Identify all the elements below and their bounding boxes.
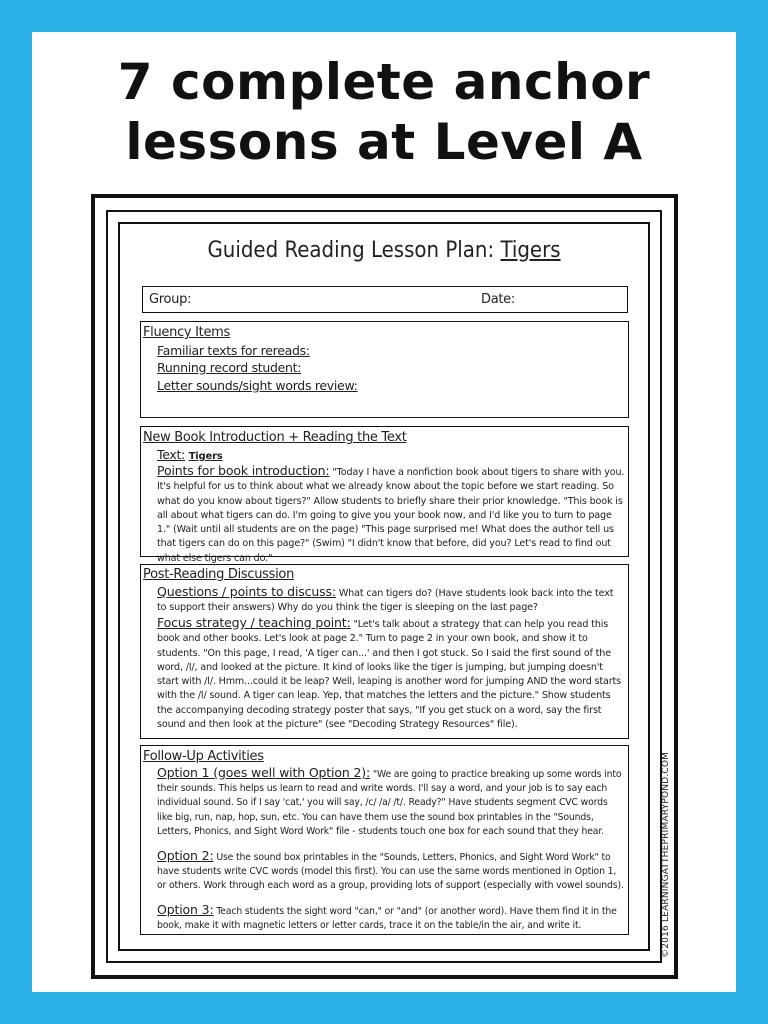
- option-2-label: Option 2:: [157, 848, 214, 863]
- headline-line-1: 7 complete anchor: [117, 53, 651, 111]
- option-3-paragraph: [157, 903, 625, 933]
- title-book: Tigers: [500, 238, 561, 263]
- points-body: "Today I have a nonfiction book about tigers to share with you. It's helpful for us to think about what we already know about the topic before we start reading. So what do you know about tigers?" Allow students to briefly share their prior knowledge. "This book is all about what tigers can do. I'm going to give you your book now, and I'd like you to turn to page 1." (Wait until all students are on the page) "This page surprised me! What does the author tell us that tigers can do on this page?" (Swim) "I didn't know that before, did you? Let's read to find out what else tigers can do.": [157, 467, 625, 564]
- option-1-body: "We are going to practice breaking up some words into their sounds. This helps us learn to read and write words. I'll say a word, and your job is to say each individual sound. So if I say 'cat,' you will say, /c/ /a/ /t/. Ready?" Have students segment CVC words like big, run, nap, hop, sun, etc. You can have them use the sound box printables in the "Sounds, Letters, Phonics, and Sight Word Work" file - students touch one box for each sound that they hear.: [157, 769, 622, 837]
- follow-up-heading: Follow-Up Activities: [143, 749, 264, 764]
- title-prefix: Guided Reading Lesson Plan:: [207, 238, 501, 263]
- option-2-paragraph: [157, 849, 625, 894]
- date-label: Date:: [481, 292, 515, 307]
- text-value: Tigers: [188, 451, 223, 462]
- option-1-paragraph: [157, 766, 625, 839]
- post-reading-heading: Post-Reading Discussion: [143, 567, 295, 582]
- text-row: [157, 447, 223, 462]
- questions-body: What can tigers do? (Have students look back into the text to support their answers) Why do you think the tiger is sleeping on the last page?: [157, 588, 614, 614]
- fluency-item: Familiar texts for rereads:: [157, 343, 310, 358]
- text-label: Text:: [157, 447, 185, 462]
- new-book-heading: New Book Introduction + Reading the Text: [143, 430, 407, 445]
- questions-label: Questions / points to discuss:: [157, 584, 336, 599]
- focus-label: Focus strategy / teaching point:: [157, 615, 351, 630]
- headline-line-2: lessons at Level A: [125, 113, 643, 171]
- option-3-body: Teach students the sight word "can," or "and" (or another word). Have them find it in the book, make it with magnetic letters or letter cards, trace it on the table/in the air, and write it.: [157, 906, 617, 932]
- focus-body: "Let's talk about a strategy that can help you read this book and other books. Let's look at page 2." Turn to page 2 in your own book, and show it to students. "On this page, I read, 'A tiger can...' and then I got stuck. So I said the first sound of the word, /l/, and looked at the picture. It kind of looks like the tiger is jumping, but jumping doesn't start with /l/. Hmm...could it be leap? Well, leaping is another word for jumping AND the word starts with the /l/ sound. A tiger can leap. Yep, that matches the letters and the picture." Show students the accompanying decoding strategy poster that says, "If you get stuck on a word, say the first sound and then look at the picture" (see "Decoding Strategy Resources" file).: [157, 619, 621, 731]
- focus-paragraph: [157, 616, 625, 732]
- group-date-box: [142, 286, 628, 313]
- option-2-body: Use the sound box printables in the "Sounds, Letters, Phonics, and Sight Word Work" to have students write CVC words (model this first). You can use the same words mentioned in Option 1, or others. Work through each word as a group, providing lots of support (especially with vowel sounds).: [157, 852, 624, 892]
- group-label: Group:: [149, 292, 192, 307]
- fluency-item: Running record student:: [157, 360, 302, 375]
- copyright-note: [661, 943, 671, 958]
- questions-paragraph: [157, 585, 625, 616]
- fluency-item: Letter sounds/sight words review:: [157, 378, 358, 393]
- option-1-label: Option 1 (goes well with Option 2):: [157, 765, 371, 780]
- lesson-plan-title: [118, 238, 650, 263]
- option-3-label: Option 3:: [157, 902, 214, 917]
- headline: [32, 52, 736, 172]
- points-label: Points for book introduction:: [157, 463, 330, 478]
- fluency-heading: Fluency Items: [143, 325, 231, 340]
- book-intro-paragraph: [157, 464, 625, 566]
